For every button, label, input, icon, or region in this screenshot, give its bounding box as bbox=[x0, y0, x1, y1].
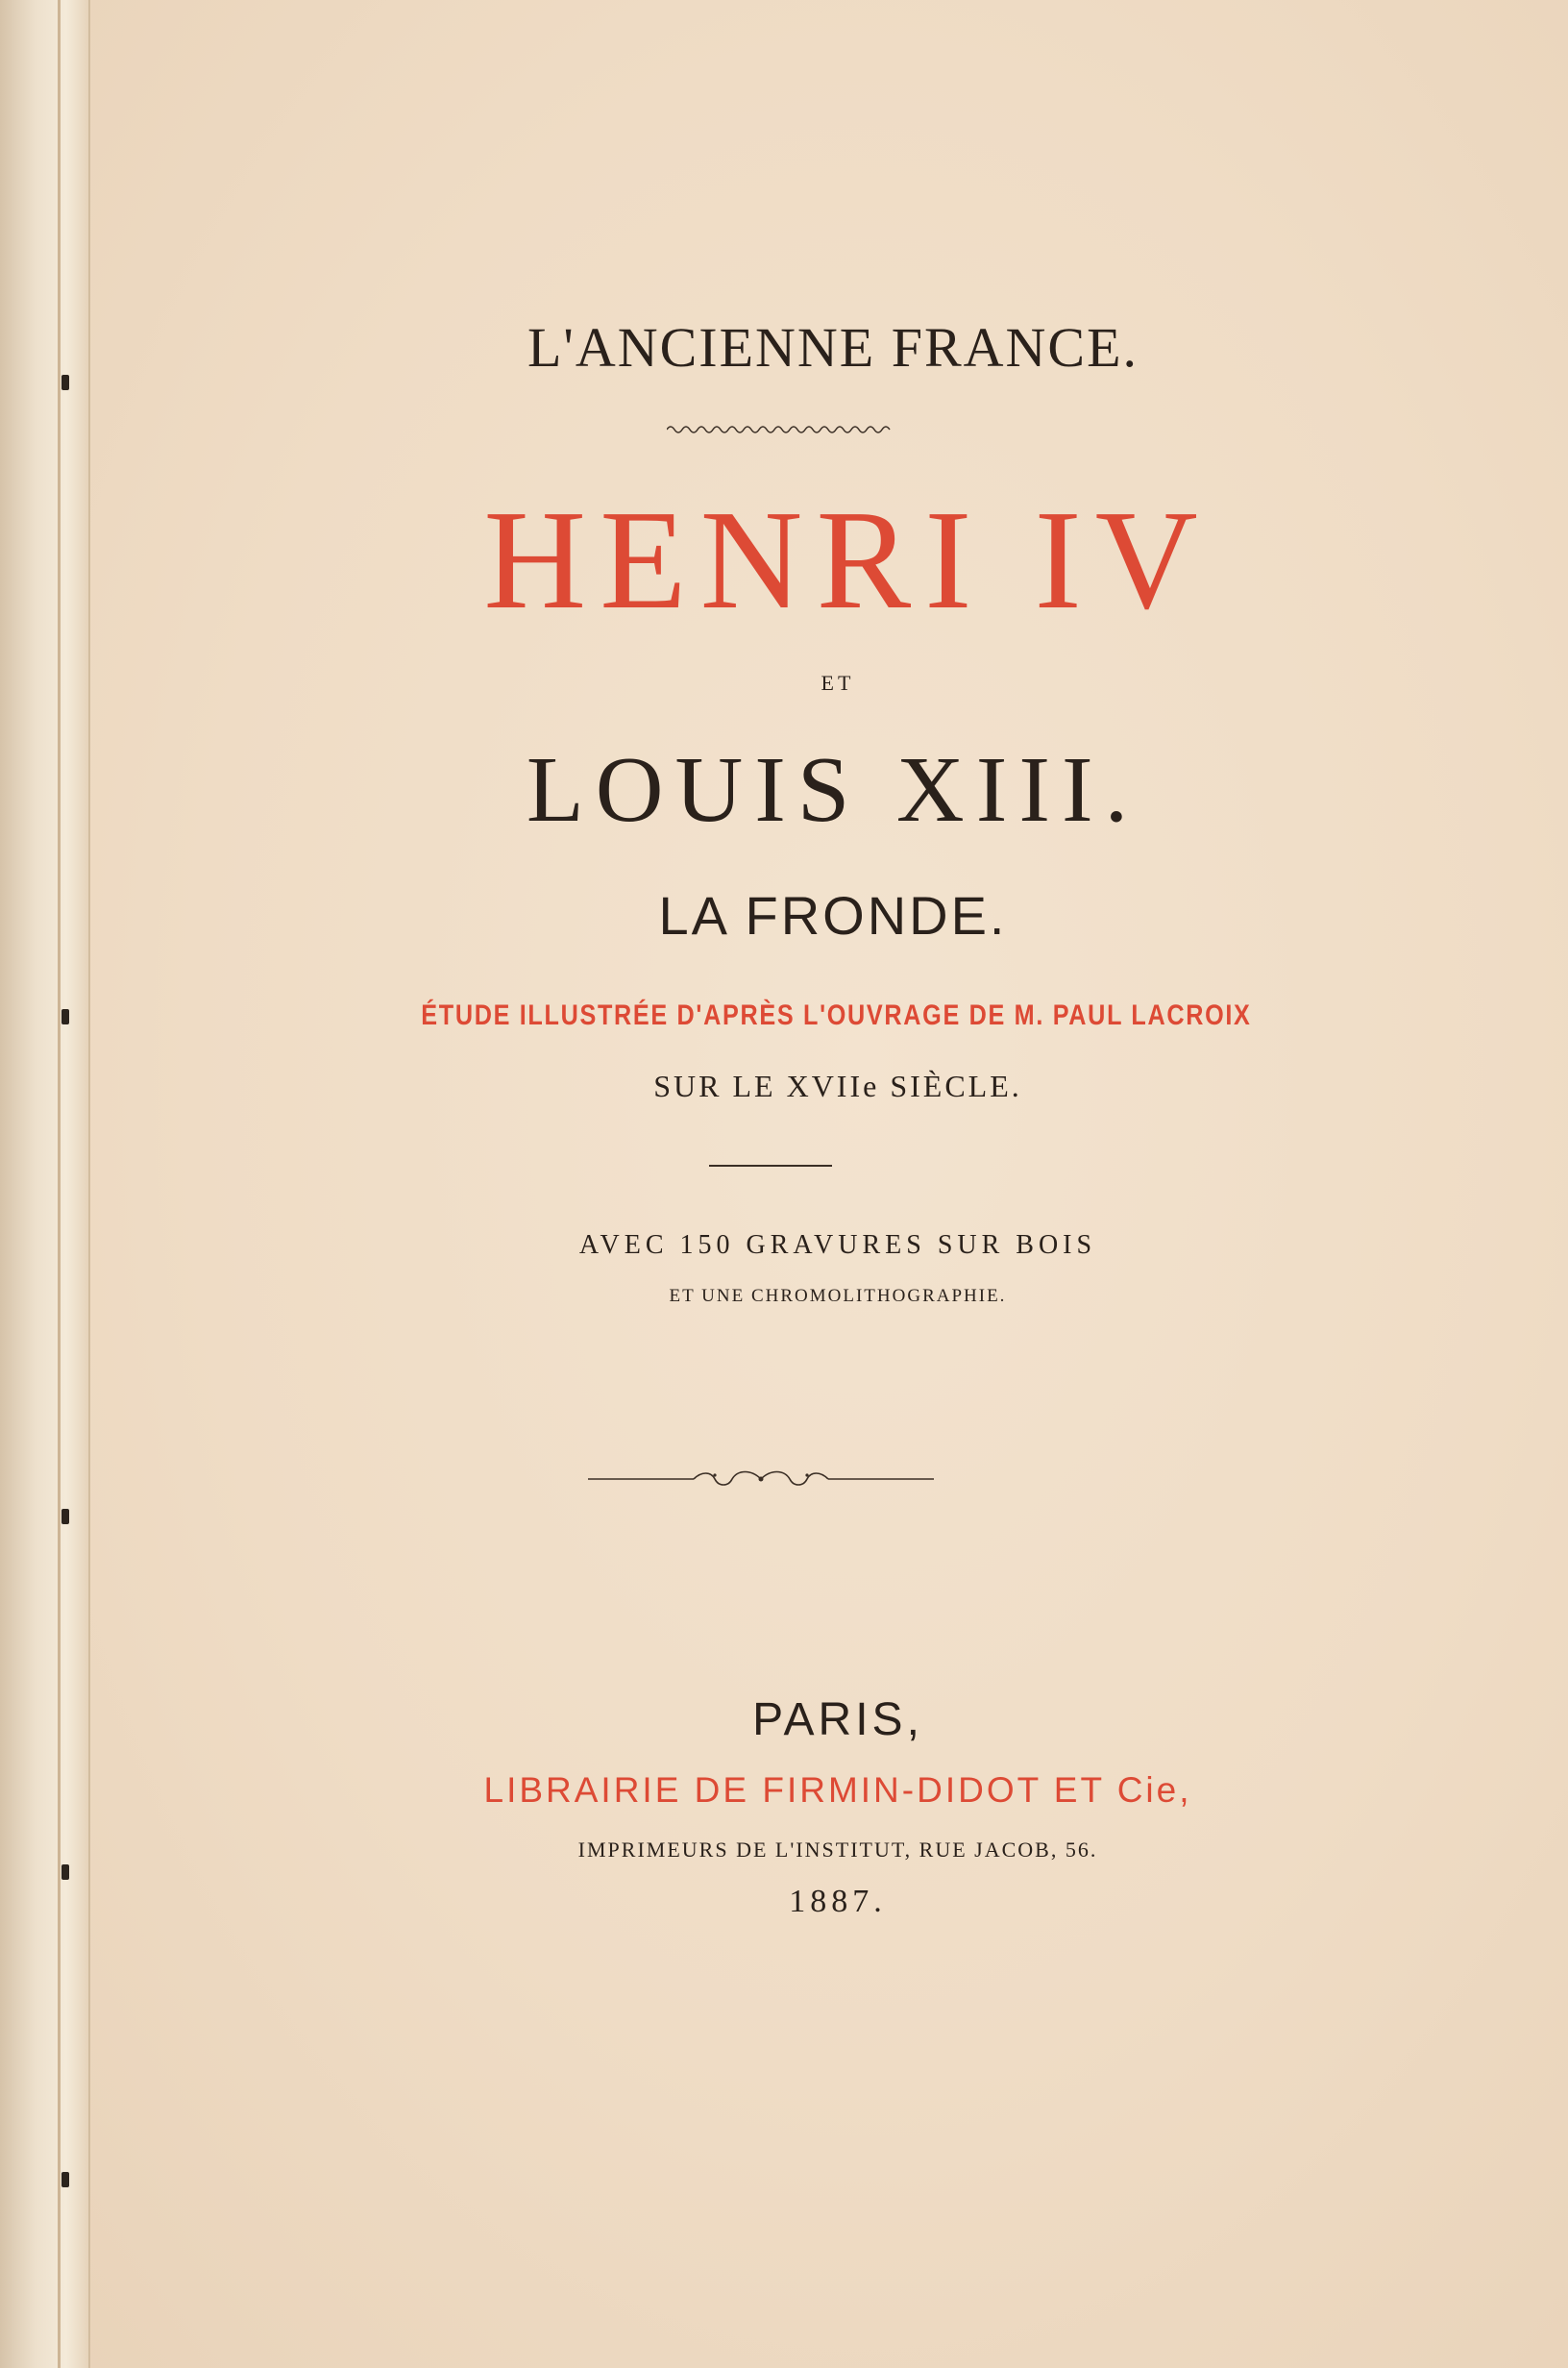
fleuron-ornament-icon bbox=[588, 1467, 934, 1492]
study-line: ÉTUDE ILLUSTRÉE D'APRÈS L'OUVRAGE DE M. PAUL LACROIX bbox=[421, 999, 1252, 1031]
binding-stitch bbox=[61, 1864, 69, 1880]
chromolithograph-line: ET UNE CHROMOLITHOGRAPHIE. bbox=[669, 1286, 1007, 1306]
main-title: HENRI IV bbox=[483, 481, 1212, 639]
wavy-rule-icon bbox=[667, 423, 894, 436]
series-title: L'ANCIENNE FRANCE. bbox=[527, 316, 1139, 379]
spine-fold bbox=[58, 0, 61, 2368]
century-line: SUR LE XVIIe SIÈCLE. bbox=[653, 1069, 1022, 1103]
short-rule bbox=[709, 1165, 832, 1167]
printers-line: IMPRIMEURS DE L'INSTITUT, RUE JACOB, 56. bbox=[577, 1838, 1098, 1862]
title-page-content bbox=[88, 0, 1568, 2368]
binding-stitch bbox=[61, 2172, 69, 2187]
publication-year: 1887. bbox=[789, 1884, 887, 1919]
second-title: LOUIS XIII. bbox=[526, 738, 1140, 842]
publisher-name: LIBRAIRIE DE FIRMIN-DIDOT ET Cie, bbox=[483, 1770, 1192, 1810]
conjunction: ET bbox=[821, 671, 855, 695]
book-spine bbox=[0, 0, 90, 2368]
subtitle: LA FRONDE. bbox=[658, 885, 1008, 946]
binding-stitch bbox=[61, 1009, 69, 1024]
binding-stitch bbox=[61, 1509, 69, 1524]
publication-city: PARIS, bbox=[752, 1694, 923, 1745]
binding-stitch bbox=[61, 375, 69, 390]
engravings-line: AVEC 150 GRAVURES SUR BOIS bbox=[578, 1230, 1097, 1260]
